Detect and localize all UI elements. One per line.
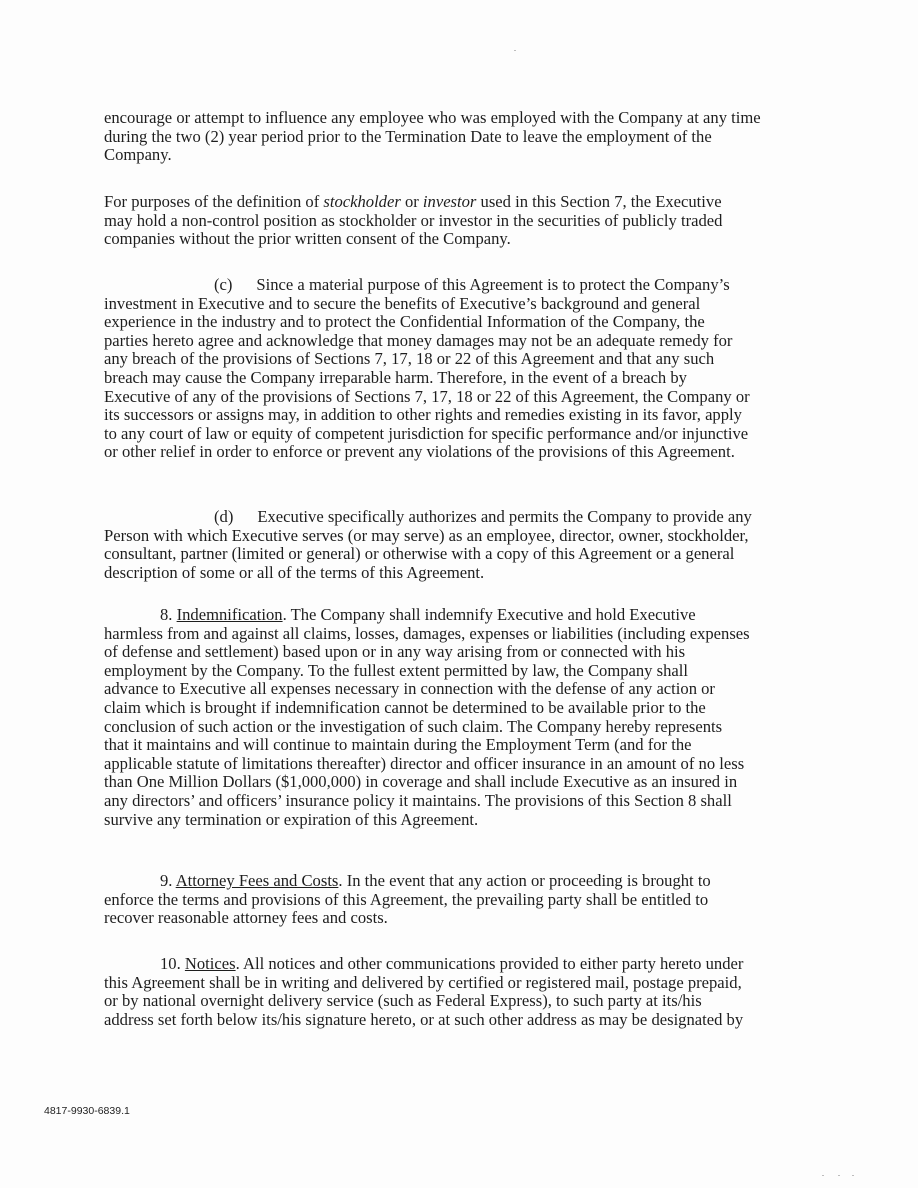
text-line: applicable statute of limitations thereafter) director and officer insurance in an amount of no less <box>104 753 745 773</box>
text-line <box>104 872 804 891</box>
text-line: conclusion of such action or the investigation of such claim. The Company hereby represents <box>104 716 723 736</box>
text-line: breach may cause the Company irreparable harm. Therefore, in the event of a breach by <box>104 367 687 387</box>
scan-speck <box>822 1175 824 1176</box>
text-line: survive any termination or expiration of this Agreement. <box>104 809 479 829</box>
paragraph-stockholder-definition <box>104 193 804 249</box>
text-line: to any court of law or equity of competent jurisdiction for specific performance and/or injunctive <box>104 423 749 443</box>
section-number: 9. <box>160 871 176 890</box>
text-line: claim which is brought if indemnification cannot be determined to be available prior to the <box>104 697 706 717</box>
text-line: experience in the industry and to protect the Confidential Information of the Company, the <box>104 312 705 332</box>
text-line: enforce the terms and provisions of this Agreement, the prevailing party shall be entitled to <box>104 889 709 909</box>
section-9-attorney-fees <box>104 872 804 928</box>
text-line: any breach of the provisions of Sections 7, 17, 18 or 22 of this Agreement and that any such <box>104 349 715 369</box>
text-line: than One Million Dollars ($1,000,000) in coverage and shall include Executive as an insured in <box>104 772 738 792</box>
text-line: employment by the Company. To the fullest extent permitted by law, the Company shall <box>104 660 688 680</box>
text-run: For purposes of the definition of <box>104 192 324 211</box>
section-8-indemnification <box>104 606 804 829</box>
text-line: description of some or all of the terms of this Agreement. <box>104 562 485 582</box>
text-line <box>104 955 804 974</box>
defined-term-investor: investor <box>422 192 477 211</box>
subsection-marker: (d) <box>214 507 234 526</box>
text-line: address set forth below its/his signature hereto, or at such other address as may be designated by <box>104 1009 744 1029</box>
text-line: companies without the prior written consent of the Company. <box>104 229 511 249</box>
text-line: consultant, partner (limited or general) or otherwise with a copy of this Agreement or a general <box>104 544 735 564</box>
text-line: Executive of any of the provisions of Sections 7, 17, 18 or 22 of this Agreement, the Company or <box>104 386 750 406</box>
text-line: its successors or assigns may, in addition to other rights and remedies existing in its favor, apply <box>104 405 742 425</box>
text-line <box>104 193 804 212</box>
section-heading: Notices <box>184 954 236 973</box>
text-line <box>104 276 804 295</box>
text-line: of defense and settlement) based upon or in any way arising from or connected with his <box>104 642 686 662</box>
scan-speck <box>514 50 516 51</box>
section-number: 10. <box>160 954 185 973</box>
text-line: investment in Executive and to secure the benefits of Executive’s background and general <box>104 293 701 313</box>
subsection-marker: (c) <box>214 275 233 294</box>
text-run: . The Company shall indemnify Executive and hold Executive <box>282 605 696 624</box>
subsection-c <box>104 276 804 462</box>
section-number: 8. <box>160 605 177 624</box>
text-line: parties hereto agree and acknowledge that money damages may not be an adequate remedy for <box>104 330 733 350</box>
text-run: used in this Section 7, the Executive <box>476 192 722 211</box>
text-line: this Agreement shall be in writing and delivered by certified or registered mail, postage prepaid, <box>104 972 742 992</box>
section-heading: Indemnification <box>176 605 283 624</box>
defined-term-stockholder: stockholder <box>323 192 401 211</box>
scan-speck <box>838 1175 840 1176</box>
text-line: encourage or attempt to influence any employee who was employed with the Company at any time <box>104 108 761 127</box>
text-line: Company. <box>104 145 172 165</box>
text-line: advance to Executive all expenses necessary in connection with the defense of any action or <box>104 679 715 699</box>
text-line: any directors’ and officers’ insurance policy it maintains. The provisions of this Section 8 shall <box>104 790 732 810</box>
text-run: or <box>400 192 423 211</box>
text-line <box>104 606 804 625</box>
text-line: harmless from and against all claims, losses, damages, expenses or liabilities (including expenses <box>104 623 750 643</box>
subsection-d <box>104 508 804 582</box>
text-run: . All notices and other communications provided to either party hereto under <box>235 954 744 973</box>
text-line: recover reasonable attorney fees and costs. <box>104 908 388 928</box>
document-id-footer: 4817-9930-6839.1 <box>44 1105 130 1117</box>
text-line: Person with which Executive serves (or may serve) as an employee, director, owner, stockholder, <box>104 525 749 545</box>
section-10-notices <box>104 955 804 1029</box>
text-line: or other relief in order to enforce or prevent any violations of the provisions of this Agreement. <box>104 442 735 462</box>
section-heading: Attorney Fees and Costs <box>175 871 339 890</box>
text-run: Since a material purpose of this Agreement is to protect the Company’s <box>256 275 730 294</box>
text-line: may hold a non-control position as stockholder or investor in the securities of publicly traded <box>104 210 723 230</box>
scan-speck <box>852 1175 854 1176</box>
text-run: Executive specifically authorizes and permits the Company to provide any <box>257 507 752 526</box>
paragraph-continuation <box>104 109 804 165</box>
text-line: or by national overnight delivery service (such as Federal Express), to such party at its/his <box>104 991 702 1011</box>
text-line <box>104 508 804 527</box>
text-line: that it maintains and will continue to maintain during the Employment Term (and for the <box>104 735 692 755</box>
text-line: during the two (2) year period prior to the Termination Date to leave the employment of the <box>104 126 712 146</box>
text-run: . In the event that any action or proceeding is brought to <box>338 871 711 890</box>
